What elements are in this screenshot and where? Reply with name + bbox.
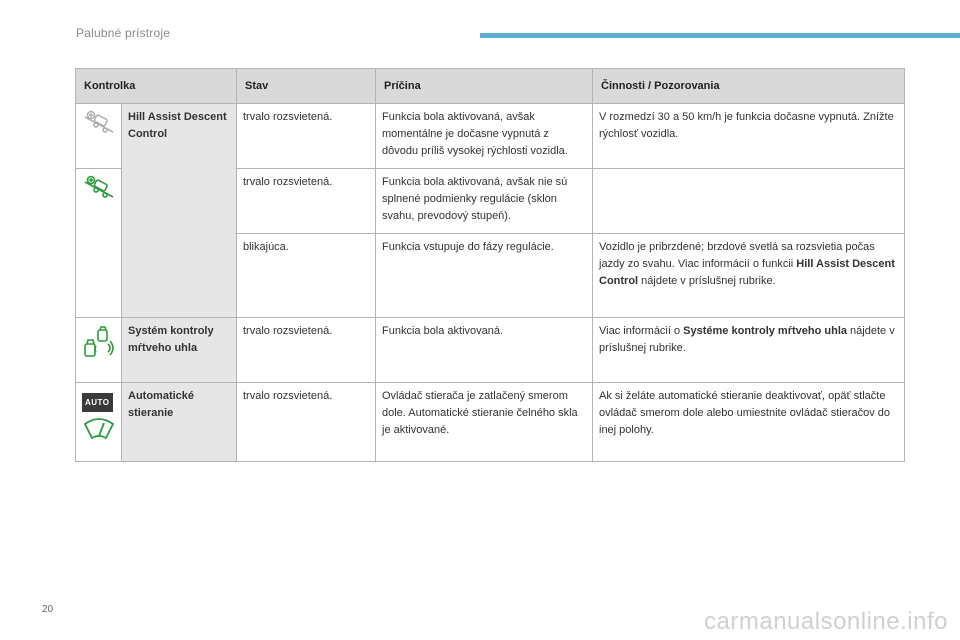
header-cinnosti: Činnosti / Pozorovania [593,69,905,104]
header-pricina: Príčina [376,69,593,104]
auto-wipers-cinnosti: Ak si želáte automatické stieranie deaktivovať, opäť stlačte ovládač smerom dole alebo umiestnite ovládač stieračov do inej polohy. [593,383,905,462]
header-accent-bar [480,33,960,38]
hill-row3-cinnosti-pre: Vozidlo je pribrzdené; brzdové svetlá sa rozsvietia počas jazdy zo svahu. Viac informácií o funkcii [599,241,875,270]
hill-row2-pricina: Funkcia bola aktivovaná, avšak nie sú splnené podmienky regulácie (sklon svahu, prevodový stupeň). [376,169,593,234]
table-row [76,383,905,462]
hill-assist-name: Hill Assist Descent Control [122,104,237,318]
blind-spot-cinnosti [593,318,905,383]
blind-spot-name: Systém kontroly mŕtveho uhla [122,318,237,383]
blind-spot-cinnosti-pre: Viac informácií o [599,325,684,337]
icon-cell [76,104,122,169]
hill-row3-pricina: Funkcia vstupuje do fázy regulácie. [376,234,593,318]
table-header-row [76,69,905,104]
auto-wipers-name: Automatické stieranie [122,383,237,462]
icon-cell [76,318,122,383]
auto-wipers-stav: trvalo rozsvietená. [237,383,376,462]
page-number: 20 [42,604,54,615]
auto-wipers-pricina: Ovládač stierača je zatlačený smerom dole. Automatické stieranie čelného skla je aktivované. [376,383,593,462]
hill-row3-cinnosti [593,234,905,318]
auto-badge: AUTO [82,393,113,412]
icon-cell [76,383,122,462]
table-row [76,104,905,169]
section-title: Palubné prístroje [76,26,171,40]
blind-spot-pricina: Funkcia bola aktivovaná. [376,318,593,383]
hill-descent-grey-icon [82,110,118,138]
blind-spot-stav: trvalo rozsvietená. [237,318,376,383]
hill-row3-stav: blikajúca. [237,234,376,318]
hill-row3-cinnosti-post: nájdete v príslušnej rubrike. [638,275,776,287]
watermark: carmanualsonline.info [704,608,948,635]
blind-spot-cinnosti-bold: Systéme kontroly mŕtveho uhla [683,325,847,337]
table-row [76,318,905,383]
hill-row2-stav: trvalo rozsvietená. [237,169,376,234]
blind-spot-green-icon [82,324,116,362]
wiper-green-icon [82,416,116,442]
header-stav: Stav [237,69,376,104]
hill-descent-green-icon [82,175,118,203]
hill-row2-cinnosti [593,169,905,234]
header-kontrolka: Kontrolka [76,69,237,104]
hill-row1-pricina: Funkcia bola aktivovaná, avšak momentálne je dočasne vypnutá z dôvodu príliš vysokej rýchlosti vozidla. [376,104,593,169]
hill-row3-cinnosti-bold: Hill Assist Descent Control [599,258,895,287]
blind-spot-cinnosti-post: nájdete v príslušnej rubrike. [599,325,895,354]
icon-cell [76,169,122,318]
hill-row1-stav: trvalo rozsvietená. [237,104,376,169]
hill-row1-cinnosti: V rozmedzí 30 a 50 km/h je funkcia dočasne vypnutá. Znížte rýchlosť vozidla. [593,104,905,169]
warning-lights-table [75,68,905,462]
